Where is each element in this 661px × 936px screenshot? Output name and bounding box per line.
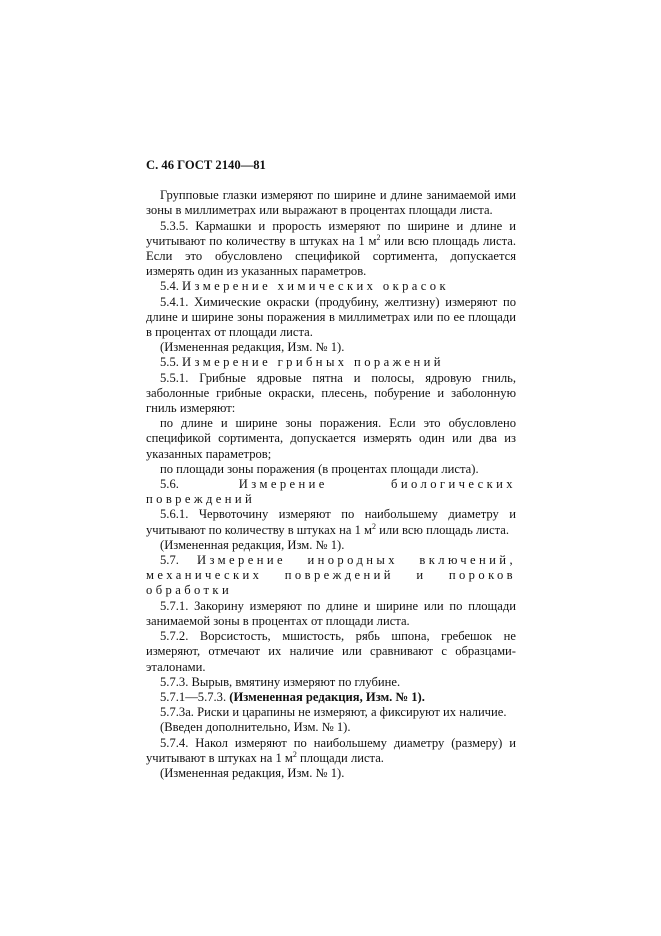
edition-note-3: (Измененная редакция, Изм. № 1). (160, 765, 345, 780)
edition-note-1: (Измененная редакция, Изм. № 1). (160, 340, 345, 355)
page-header: С. 46 ГОСТ 2140—81 (146, 158, 266, 172)
paragraph-group-eyes: Групповые глазки измеряют по ширине и длине занимаемой ими зоны в миллиметрах или выражают в процентах площади листа. (146, 188, 516, 218)
section-5-7-heading: 5.7. Измерение инородных включений, механических повреждений и пороков обработки (146, 553, 516, 598)
section-5-4-heading: 5.4. Измерение химических окрасок (160, 279, 449, 294)
paragraph-5-7-3a: 5.7.3а. Риски и царапины не измеряют, а фиксируют их наличие. (160, 705, 507, 720)
document-page (146, 158, 516, 781)
paragraph-5-5-1-a: по длине и ширине зоны поражения. Если это обусловлено спецификой сортимента, допускается измерять один или два из указанных параметров; (146, 416, 516, 461)
paragraph-5-3-5: 5.3.5. Кармашки и прорость измеряют по ширине и длине и учитывают по количеству в штуках на 1 $м^2$ или всю площадь листа. Если это обусловлено спецификой сортимента, допускается измерять один из указанных параметров. (146, 218, 516, 279)
paragraph-5-7-4: 5.7.4. Накол измеряют по наибольшему диаметру (размеру) и учитывают в штуках на 1 $м^2$ площади листа. (146, 735, 516, 765)
paragraph-5-7-3: 5.7.3. Вырыв, вмятину измеряют по глубине. (160, 674, 401, 689)
section-5-5-heading: 5.5. Измерение грибных поражений (160, 355, 444, 370)
introduced-note: (Введен дополнительно, Изм. № 1). (160, 720, 351, 735)
section-5-6-heading: 5.6. Измерение биологических повреждений (146, 477, 516, 507)
paragraph-5-5-1: 5.5.1. Грибные ядровые пятна и полосы, ядровую гниль, заболонные грибные окраски, плесень, побурение и заболонную гниль измеряют: (146, 370, 516, 416)
paragraph-5-4-1: 5.4.1. Химические окраски (продубину, желтизну) измеряют по длине и ширине зоны поражения в миллиметрах или по ее площади в процентах от площади листа. (146, 294, 516, 340)
paragraph-5-7-1-5-7-3: 5.7.1—5.7.3. (Измененная редакция, Изм. № 1). (160, 689, 425, 704)
paragraph-5-6-1: 5.6.1. Червоточину измеряют по наибольшему диаметру и учитывают по количеству в штуках на 1 $м^2$ или всю площадь листа. (146, 507, 516, 537)
paragraph-5-7-2: 5.7.2. Ворсистость, мшистость, рябь шпона, гребешок не измеряют, отмечают их наличие или сравнивают с образцами-эталонами. (146, 629, 516, 674)
edition-note-2: (Измененная редакция, Изм. № 1). (160, 537, 345, 552)
paragraph-5-7-1: 5.7.1. Закорину измеряют по длине и ширине или по площади занимаемой зоны в процентах от площади листа. (146, 598, 516, 628)
paragraph-5-5-1-b: по площади зоны поражения (в процентах площади листа). (160, 461, 479, 476)
